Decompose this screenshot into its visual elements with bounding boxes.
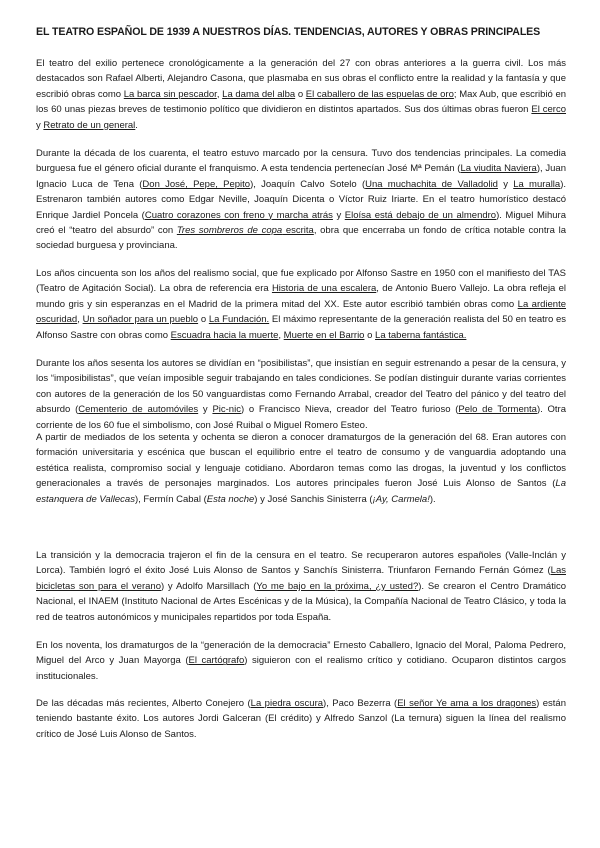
work-title: Cuatro corazones con freno y marcha atrás [144, 209, 333, 221]
work-title: La muralla [513, 178, 561, 190]
text-run: ) y José Sanchis Sinisterra ( [254, 493, 373, 505]
text-run: ). Se crearon el Centro Dramático Nacional, el INAEM (Instituto Nacional de Artes Escénicas y de la Música), la Compañía Nacional de Teatro Clásico, y toda la red de teatros autonómicos y municipales repartidos por toda España. [36, 580, 566, 623]
work-title: Pic-nic [212, 404, 241, 416]
paragraph-recientes [36, 696, 566, 742]
text-run: , [216, 88, 223, 100]
document-title: EL TEATRO ESPAÑOL DE 1939 A NUESTROS DÍAS. TENDENCIAS, AUTORES Y OBRAS PRINCIPALES [36, 26, 541, 38]
text-run: y [198, 404, 213, 416]
work-title: Eloísa está debajo de un almendro [344, 209, 497, 221]
work-title: La Fundación. [208, 314, 270, 326]
text-run: ). [429, 493, 436, 505]
work-title: Yo me bajo en la próxima, ¿y usted? [256, 580, 419, 592]
work-title: Escuadra hacia la muerte [170, 329, 279, 341]
text-run: y [36, 119, 44, 131]
work-title: La ardiente oscuridad [36, 298, 566, 326]
work-title: La viudita Naviera [460, 163, 537, 175]
text-run: ), Joaquín Calvo Sotelo ( [250, 178, 366, 190]
work-title: El caballero de las espuelas de oro [305, 88, 454, 100]
work-title: Esta noche [206, 493, 255, 505]
text-run: , [77, 314, 83, 326]
work-title: El cerco [531, 104, 567, 116]
work-title: Una muchachita de Valladolid [365, 178, 498, 190]
text-run: ), Juan Ignacio Luca de Tena ( [36, 163, 566, 190]
work-title: Un soñador para un pueblo [82, 314, 199, 326]
text-run: ; Max Aub, que escribió en los 60 unas piezas breves de testimonio político que dividieron en distintos apartados. Sus dos últimas obras fueron [36, 88, 567, 116]
text-run: ). Otra corriente de los 60 fue el simbolismo, con José Ruibal o Miguel Romero Esteo. [36, 404, 566, 431]
work-title: Muerte en el Barrio [283, 329, 365, 341]
work-title: Historia de una escalera [271, 283, 377, 295]
text-run: , obra que encerraba un fondo de crítica notable contra la sociedad burguesa y provinciana. [36, 225, 566, 252]
text-run: , de Antonio Buero Vallejo. La obra refleja el mundo gris y sin esperanzas en el Madrid de la primera mitad del XX. Este autor escribió también obras como [36, 283, 567, 310]
work-title: La dama del alba [222, 88, 296, 100]
text-run: o [198, 314, 209, 326]
paragraph-transicion [36, 548, 566, 625]
text-run: En los noventa, los dramaturgos de la “generación de la democracia” Ernesto Caballero, Ignacio del Moral, Paloma Pedrero, Miguel del Arco y Juan Mayorga ( [36, 640, 566, 667]
text-run: y [497, 178, 514, 190]
text-run: ) y Adolfo Marsillach ( [160, 580, 257, 592]
text-run: . [135, 119, 138, 131]
text-run: , [278, 329, 284, 341]
paragraph-noventa [36, 638, 566, 684]
work-title: La estanquera de Vallecas [36, 478, 566, 505]
text-run: La transición y la democracia trajeron el fin de la censura en el teatro. Se recuperaron autores españoles (Valle-Inclán y Lorca). También logró el éxito José Luis Alonso de Santos y Sanchís Sinisterra. Triunfaron Fernando Fernán Gómez ( [36, 550, 566, 577]
text-run: De las décadas más recientes, Alberto Conejero ( [36, 698, 251, 709]
work-title: Cementerio de automóviles [78, 404, 199, 416]
work-title: escrita [282, 225, 314, 237]
work-title: Las bicicletas son para el verano [36, 565, 566, 592]
paragraph-exilio [36, 56, 566, 133]
work-title: El cartógrafo [188, 655, 245, 667]
text-run: Los años cincuenta son los años del realismo social, que fue explicado por Alfonso Sastre en 1950 con el manifiesto del TAS (Teatro de Agitación Social). La obra de referencia era [36, 268, 566, 295]
text-run: ), Paco Bezerra ( [323, 698, 398, 709]
work-title: Don José, Pepe, Pepito [142, 178, 251, 190]
paragraph-sesenta [36, 356, 566, 433]
text-run: El teatro del exilio pertenece cronológicamente a la generación del 27 con obras anteriores a la guerra civil. Los más destacados son Rafael Alberti, Alejandro Casona, que plasmaba en sus obras el conflicto entre la realidad y la fantasía y que escribió obras como [36, 58, 566, 100]
text-run: Durante los años sesenta los autores se dividían en “posibilistas”, que insistían en seguir estrenando a pesar de la censura, y los “imposibilistas”, que veían imposible seguir trabajando en tales condiciones. Se podían distinguir durante varias corrientes con autores de la generación de los 50 vanguardistas como Fernando Arrabal, creador del Teatro del pánico y del teatro del absurdo ( [36, 358, 566, 416]
paragraph-setenta [36, 430, 566, 507]
text-run: ) están teniendo bastante éxito. Los autores Jordi Galceran (El crédito) y Alfredo Sanzol (La ternura) siguen la línea del realismo crítico de José Luis Alonso de Santos. [36, 698, 566, 740]
text-run: ) o Francisco Nieva, creador del Teatro furioso ( [240, 404, 459, 416]
text-run: ), Fermín Cabal ( [134, 493, 207, 505]
text-run: y [332, 209, 345, 221]
text-run: o [364, 329, 376, 341]
work-title: ¡Ay, Carmela! [372, 493, 430, 505]
paragraph-cincuenta [36, 266, 566, 343]
text-run: El máximo representante de la generación realista del 50 en teatro es Alfonso Sastre con obras como [36, 314, 566, 341]
work-title: La barca sin pescador [123, 88, 217, 100]
work-title: Tres sombreros de copa [176, 225, 283, 237]
work-title: La taberna fantástica. [375, 329, 467, 341]
paragraph-cuarenta [36, 146, 566, 254]
text-run: ) siguieron con el realismo crítico y cotidiano. Ocuparon distintos cargos institucionales. [36, 655, 566, 682]
text-run: o [295, 88, 306, 100]
text-run: A partir de mediados de los setenta y ochenta se dieron a conocer dramaturgos de la generación del 68. Eran autores con formación universitaria y escénica que buscan el equilibrio entre el teatro de consumo y de vanguardia adoptando una estética realista, compromiso social y lenguaje cotidiano. Abordaron temas como las drogas, la juventud y los conflictos generacionales a través de personajes marginados. Los autores principales fueron José Luis Alonso de Santos ( [36, 432, 566, 490]
work-title: Pelo de Tormenta [458, 404, 537, 416]
text-run: Durante la década de los cuarenta, el teatro estuvo marcado por la censura. Tuvo dos tendencias principales. La comedia burguesa fue el género oficial durante el franquismo. A esta tendencia pertenecían José Mª Pemán ( [36, 148, 566, 175]
work-title: El señor Ye ama a los dragones [397, 698, 537, 709]
text-run: ). Miguel Mihura creó el “teatro del absurdo” con [36, 209, 566, 237]
text-run: ). Estrenaron también autores como Edgar Neville, Joaquín Dicenta o Víctor Ruiz Iriarte. En el teatro humorístico destacó Enrique Jardiel Poncela ( [36, 178, 567, 221]
work-title: La piedra oscura [250, 698, 324, 709]
work-title: Retrato de un general [43, 119, 136, 131]
